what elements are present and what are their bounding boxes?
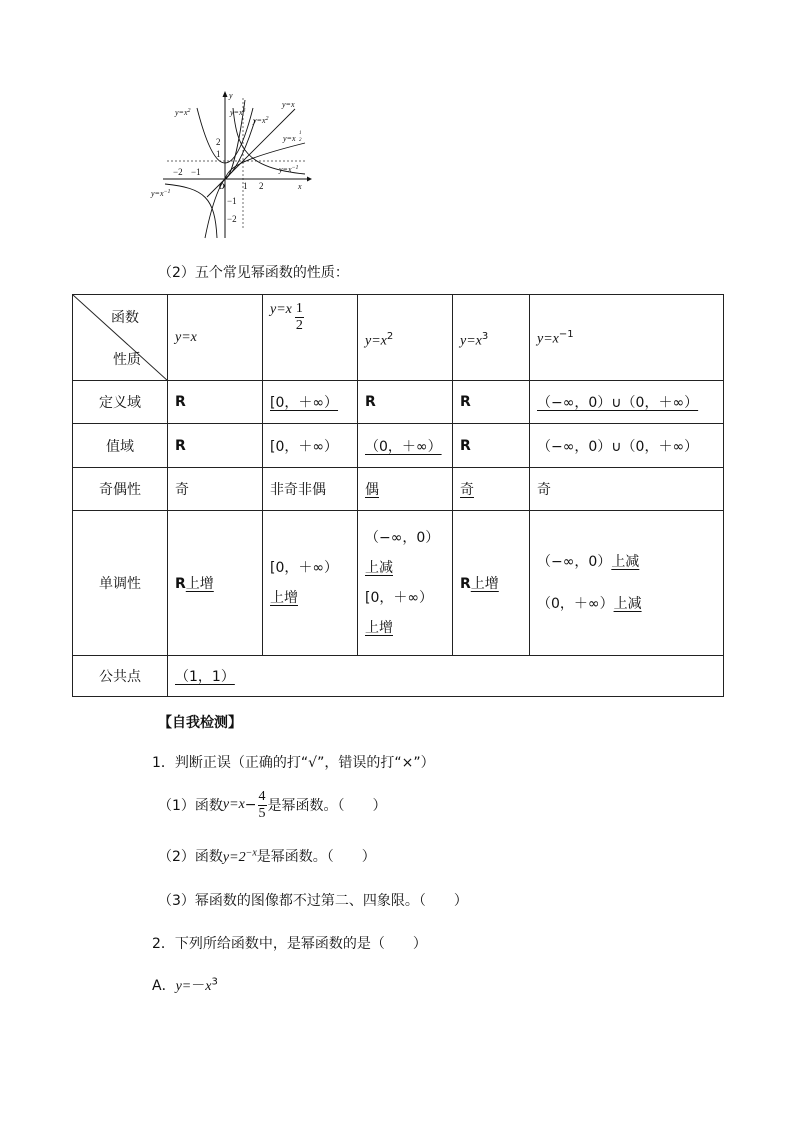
cell: 奇 (453, 468, 530, 511)
cell: （0，＋∞） (358, 424, 453, 468)
table-row-parity (73, 468, 724, 511)
power-functions-graph (145, 88, 315, 243)
row-label-monotonicity: 单调性 (73, 511, 168, 656)
xtick-neg1: −1 (191, 167, 201, 177)
row-label-domain: 定义域 (73, 381, 168, 424)
curve-x-inverse-left (165, 184, 217, 238)
power-function-properties-table (72, 294, 724, 697)
table-row-monotonicity (73, 511, 724, 656)
label-x-squared: $y=x^2$ (175, 108, 191, 117)
question-1: 1．判断正误（正确的打“√”，错误的打“×”） (152, 755, 435, 771)
cell: 奇 (168, 468, 263, 511)
label-y-axis: y (229, 91, 233, 100)
diagonal-header-cell (73, 295, 168, 381)
header-y-eq-x-inverse: $y=x^{-1}$ (530, 295, 724, 381)
y-axis-arrow (223, 91, 228, 97)
cell: 偶 (358, 468, 453, 511)
diag-top-label: 函数 (111, 310, 139, 326)
xtick-neg2: −2 (173, 167, 183, 177)
table-row-range (73, 424, 724, 468)
cell: [0，＋∞） (263, 381, 358, 424)
question-1-2: （2）函数$y=2^{-x}$是幂函数。（ ） (158, 847, 376, 865)
cell: 非奇非偶 (263, 468, 358, 511)
label-x-half: y=x1 2 (283, 131, 302, 143)
cell: R (358, 381, 453, 424)
table-header-row (73, 295, 724, 381)
label-origin: O (219, 182, 225, 191)
row-label-parity: 奇偶性 (73, 468, 168, 511)
table-row-common-point (73, 656, 724, 697)
header-y-eq-x-squared: $y=x^2$ (358, 295, 453, 381)
header-y-eq-x: y=x (168, 295, 263, 381)
option-a: A．$y=-x^3$ (152, 976, 218, 994)
ytick-neg1: −1 (227, 196, 237, 206)
ytick-2: 2 (216, 137, 221, 147)
label-x: y=x (282, 100, 295, 109)
label-x-inverse-right: $y=x^{-1}$ (279, 165, 299, 174)
cell: （−∞，0）上减 （0，＋∞）上减 (530, 511, 724, 656)
header-y-eq-x-half: y=x $\frac{1}{2}$ (263, 295, 358, 381)
label-x-inverse-left: $y=x^{-1}$ (151, 189, 171, 198)
self-check-title: 【自我检测】 (158, 715, 242, 731)
cell: R (168, 424, 263, 468)
cell: （−∞，0） 上减 [0，＋∞） 上增 (358, 511, 453, 656)
cell: R上增 (453, 511, 530, 656)
cell: （1，1） (168, 656, 724, 697)
curve-x-squared-right (225, 120, 255, 179)
question-1-3: （3）幂函数的图像都不过第二、四象限。（ ） (158, 893, 468, 909)
label-x-cubed: $y=x^3$ (230, 108, 246, 117)
table-row-domain (73, 381, 724, 424)
cell: R (168, 381, 263, 424)
label-x-squared-2: $y=x^2$ (253, 116, 269, 125)
header-y-eq-x-cubed: $y=x^3$ (453, 295, 530, 381)
row-label-range: 值域 (73, 424, 168, 468)
diag-bottom-label: 性质 (113, 352, 141, 368)
cell: （−∞，0）∪（0，＋∞） (530, 424, 724, 468)
cell: R上增 (168, 511, 263, 656)
x-axis-arrow (307, 177, 312, 182)
cell: R (453, 424, 530, 468)
section-title: （2）五个常见幂函数的性质： (158, 265, 349, 281)
question-1-1: （1）函数 y=x − $\frac{4}{5}$ 是幂函数。（ ） (158, 788, 387, 821)
cell: 奇 (530, 468, 724, 511)
cell: R (453, 381, 530, 424)
question-2: 2．下列所给函数中，是幂函数的是（ ） (152, 936, 427, 952)
ytick-1: 1 (216, 149, 221, 159)
row-label-common-point: 公共点 (73, 656, 168, 697)
cell: （−∞，0）∪（0，＋∞） (530, 381, 724, 424)
xtick-2: 2 (259, 181, 264, 191)
cell: [0，＋∞） (263, 424, 358, 468)
xtick-1: 1 (243, 181, 248, 191)
ytick-neg2: −2 (227, 214, 237, 224)
label-x-axis: x (298, 182, 302, 191)
cell: [0，＋∞） 上增 (263, 511, 358, 656)
